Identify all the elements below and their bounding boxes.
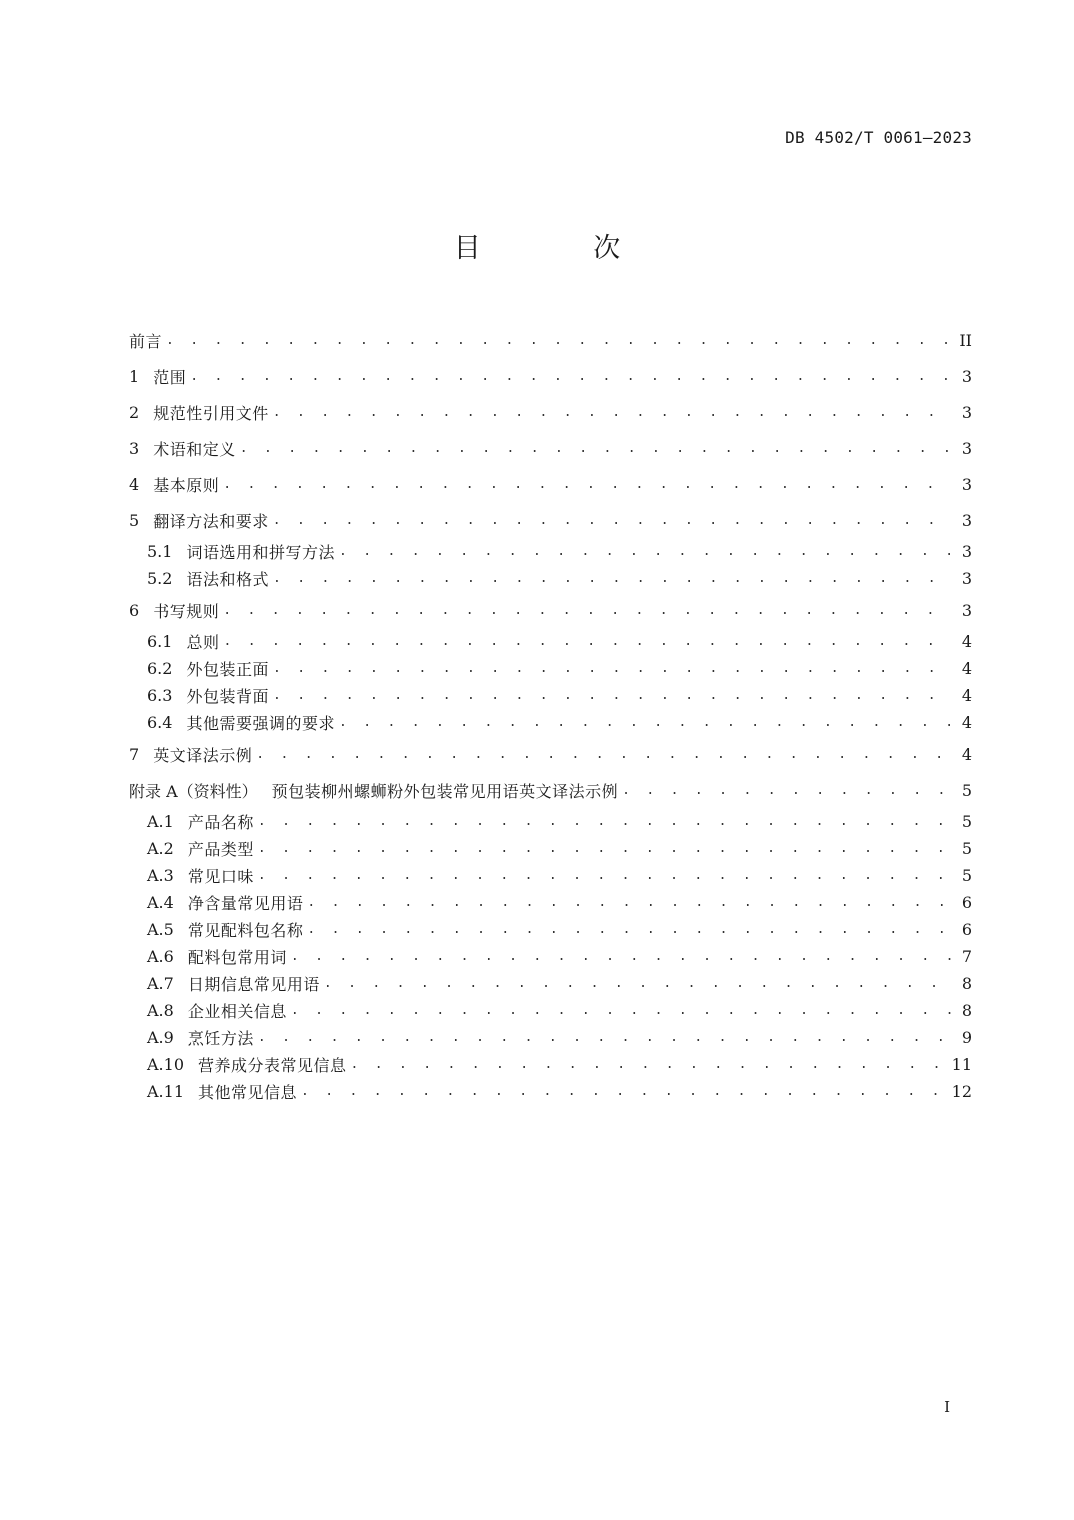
toc-entry[interactable]: [129, 655, 972, 682]
toc-dot-leader: [273, 405, 952, 420]
toc-entry-title: 书写规则: [153, 601, 220, 621]
toc-dot-leader: [307, 922, 952, 937]
toc-entry-title: 规范性引用文件: [153, 403, 269, 423]
toc-entry-title: 烹饪方法: [187, 1029, 254, 1048]
toc-entry-title: 英文译法示例: [153, 745, 253, 765]
toc-entry-page: 9: [961, 1028, 972, 1047]
toc-entry[interactable]: [129, 1051, 972, 1078]
toc-entry[interactable]: [129, 1024, 972, 1051]
toc-entry[interactable]: [129, 835, 972, 862]
toc-entry-title: 产品类型: [187, 840, 254, 859]
toc-entry[interactable]: [129, 889, 972, 916]
toc-dot-leader: [339, 715, 952, 730]
toc-entry-number: 5: [129, 510, 140, 530]
toc-entry-number: 1: [129, 366, 140, 386]
toc-entry[interactable]: [129, 502, 972, 538]
toc-dot-leader: [273, 688, 952, 703]
toc-entry-title: 术语和定义: [153, 439, 236, 459]
toc-entry[interactable]: [129, 682, 972, 709]
toc-entry-page: 5: [961, 839, 972, 858]
toc-entry-number: 6.4: [147, 713, 173, 732]
toc-dot-leader: [223, 477, 952, 492]
toc-dot-leader: [273, 571, 952, 586]
toc-dot-leader: [258, 1030, 952, 1045]
toc-entry-number: A.10: [147, 1055, 184, 1074]
toc-entry-page: 7: [961, 947, 972, 966]
toc-entry[interactable]: [129, 709, 972, 736]
toc-entry-number: 6.3: [147, 686, 173, 705]
toc-entry-number: A.3: [147, 866, 174, 885]
toc-entry-page: 3: [961, 402, 972, 422]
toc-entry-title: 基本原则: [153, 475, 220, 495]
toc-entry-page: 3: [961, 474, 972, 494]
toc-entry-page: 5: [961, 780, 972, 800]
toc-entry-page: 3: [961, 438, 972, 458]
toc-entry-number: 6.1: [147, 632, 173, 651]
toc-entry-number: 2: [129, 402, 140, 422]
toc-dot-leader: [223, 603, 952, 618]
toc-dot-leader: [307, 895, 952, 910]
toc-entry-page: 3: [961, 366, 972, 386]
toc-entry-number: A.1: [147, 812, 174, 831]
toc-entry[interactable]: [129, 736, 972, 772]
page-title: 目 次: [453, 233, 673, 264]
toc-entry-page: II: [959, 330, 972, 350]
toc-entry-title: 常见配料包名称: [187, 921, 304, 940]
toc-entry[interactable]: [129, 862, 972, 889]
toc-entry-title: 企业相关信息: [187, 1002, 287, 1021]
toc-entry-number: 6: [129, 600, 140, 620]
toc-entry[interactable]: [129, 322, 972, 358]
toc-entry-page: 4: [961, 632, 972, 651]
toc-entry[interactable]: [129, 916, 972, 943]
toc-entry-page: 4: [961, 686, 972, 705]
toc-entry-page: 3: [961, 569, 972, 588]
toc-dot-leader: [339, 544, 952, 559]
toc-entry-page: 11: [951, 1055, 972, 1074]
toc-dot-leader: [291, 949, 952, 964]
toc-dot-leader: [291, 1003, 952, 1018]
toc-entry-title: 语法和格式: [186, 570, 269, 589]
toc-dot-leader: [273, 661, 952, 676]
toc-entry-number: A.2: [147, 839, 174, 858]
toc-entry[interactable]: [129, 592, 972, 628]
toc-entry-title: 日期信息常见用语: [187, 975, 320, 994]
toc-entry-number: 附录 A（资料性）: [129, 781, 258, 801]
toc-entry[interactable]: [129, 394, 972, 430]
toc-entry-number: A.4: [147, 893, 174, 912]
toc-entry-title: 范围: [153, 367, 187, 387]
toc-entry-title: 词语选用和拼写方法: [186, 543, 335, 562]
toc-entry[interactable]: [129, 1078, 972, 1105]
toc-entry-title: 总则: [186, 633, 220, 652]
toc-entry-number: A.5: [147, 920, 174, 939]
toc-entry-title: 外包装正面: [186, 660, 269, 679]
toc-entry[interactable]: [129, 466, 972, 502]
toc-dot-leader: [223, 634, 952, 649]
toc-entry-title: 产品名称: [187, 813, 254, 832]
toc-entry[interactable]: [129, 358, 972, 394]
toc-entry-page: 6: [961, 920, 972, 939]
toc-entry[interactable]: [129, 772, 972, 808]
table-of-contents: [129, 322, 972, 1105]
toc-entry[interactable]: [129, 997, 972, 1024]
toc-entry-title: 其他常见信息: [198, 1083, 298, 1102]
toc-dot-leader: [258, 868, 952, 883]
document-code: DB 4502/T 0061—2023: [785, 128, 972, 147]
toc-entry-number: A.11: [147, 1082, 184, 1101]
toc-entry-page: 8: [961, 974, 972, 993]
toc-entry-page: 3: [961, 510, 972, 530]
toc-entry[interactable]: [129, 538, 972, 565]
toc-entry-page: 8: [961, 1001, 972, 1020]
toc-entry[interactable]: [129, 943, 972, 970]
toc-entry-title: 常见口味: [187, 867, 254, 886]
toc-entry-number: 5.1: [147, 542, 173, 561]
toc-entry-page: 12: [951, 1082, 972, 1101]
toc-dot-leader: [258, 814, 952, 829]
toc-dot-leader: [622, 783, 952, 798]
toc-entry[interactable]: [129, 565, 972, 592]
toc-entry-title: 其他需要强调的要求: [186, 714, 335, 733]
toc-entry-page: 4: [961, 744, 972, 764]
toc-entry-page: 3: [961, 600, 972, 620]
toc-dot-leader: [256, 747, 952, 762]
toc-entry-title: 净含量常见用语: [187, 894, 304, 913]
toc-entry-page: 4: [961, 713, 972, 732]
toc-dot-leader: [190, 369, 952, 384]
page-number: I: [944, 1398, 950, 1416]
toc-entry-number: 3: [129, 438, 140, 458]
toc-entry-page: 3: [961, 542, 972, 561]
toc-entry-title: 配料包常用词: [187, 948, 287, 967]
toc-entry-title: 营养成分表常见信息: [198, 1056, 347, 1075]
toc-dot-leader: [324, 976, 952, 991]
toc-dot-leader: [351, 1057, 946, 1072]
toc-entry-page: 5: [961, 812, 972, 831]
toc-entry[interactable]: [129, 970, 972, 997]
toc-entry-number: A.6: [147, 947, 174, 966]
toc-entry-title: 预包装柳州螺蛳粉外包装常见用语英文译法示例: [271, 781, 619, 801]
toc-entry-title: 翻译方法和要求: [153, 511, 269, 531]
toc-entry-title: 外包装背面: [186, 687, 269, 706]
toc-entry-number: A.7: [147, 974, 174, 993]
toc-entry-page: 4: [961, 659, 972, 678]
toc-entry-page: 5: [961, 866, 972, 885]
toc-entry[interactable]: [129, 808, 972, 835]
toc-dot-leader: [273, 513, 952, 528]
toc-entry-number: A.9: [147, 1028, 174, 1047]
toc-dot-leader: [301, 1084, 946, 1099]
toc-entry-number: 7: [129, 744, 140, 764]
toc-entry-number: 4: [129, 474, 140, 494]
toc-entry[interactable]: [129, 628, 972, 655]
toc-entry-number: 5.2: [147, 569, 173, 588]
toc-entry-title: 前言: [129, 331, 163, 351]
toc-entry[interactable]: [129, 430, 972, 466]
toc-entry-number: A.8: [147, 1001, 174, 1020]
toc-dot-leader: [258, 841, 952, 856]
toc-dot-leader: [240, 441, 952, 456]
toc-entry-page: 6: [961, 893, 972, 912]
toc-entry-number: 6.2: [147, 659, 173, 678]
toc-dot-leader: [166, 333, 952, 348]
